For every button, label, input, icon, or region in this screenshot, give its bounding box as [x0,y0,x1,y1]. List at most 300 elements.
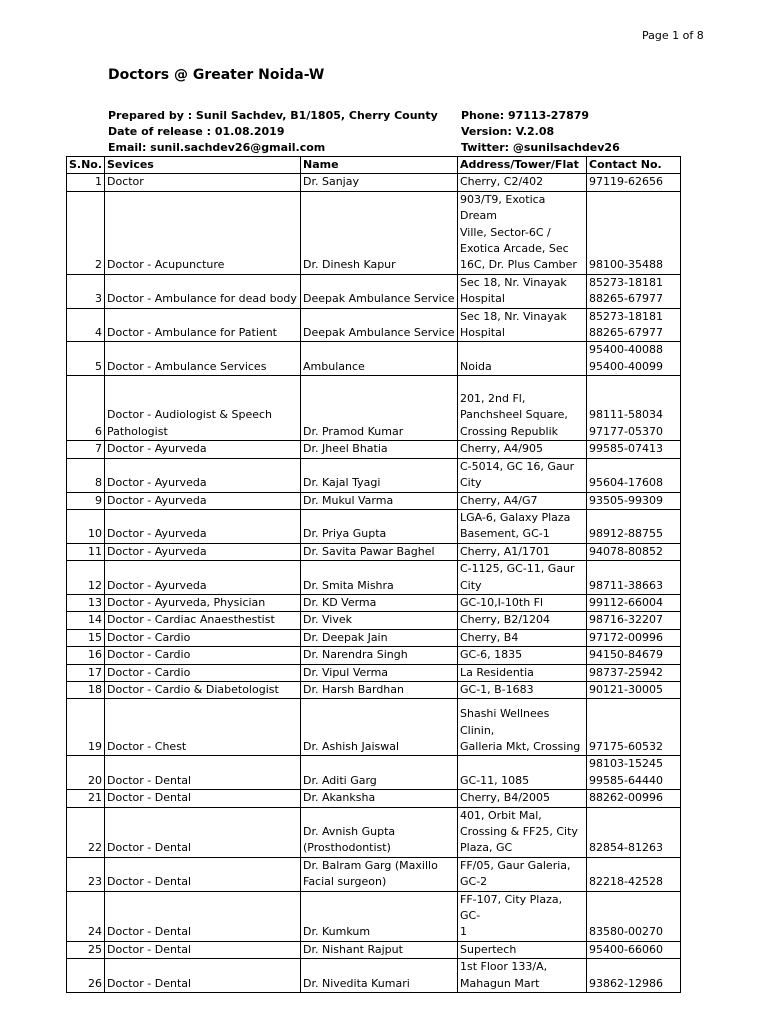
row-sno [67,594,105,611]
row-contact-text: 82854-81263 [589,841,663,855]
row-name [301,458,458,492]
row-contact-text: 95400-66060 [589,942,663,956]
row-service-text: Doctor - Dental [107,773,192,787]
row-sno-text: 26 [88,976,102,990]
row-contact [587,308,681,342]
row-service [105,543,301,560]
row-address [458,174,587,191]
row-service-text: Doctor - Cardio [107,665,191,679]
row-name-text: Dr. Vivek [303,613,352,627]
row-address-text: Noida [460,359,492,373]
row-name-text: Dr. Deepak Jain [303,630,388,644]
row-sno [67,647,105,664]
row-address [458,790,587,807]
row-service-text: Doctor - Ayurveda [107,442,207,456]
row-address [458,342,587,376]
row-service-text: Doctor - Acupuncture [107,258,225,272]
row-address-text: GC-10,I-10th Fl [460,595,544,609]
row-sno [67,891,105,941]
row-contact [587,191,681,274]
table-row [67,647,681,664]
row-contact-text: 98111-58034 97177-05370 [589,408,663,438]
row-service [105,857,301,891]
row-name [301,699,458,756]
table-row [67,274,681,308]
row-sno-text: 11 [88,544,102,558]
header-sno: S.No. [67,157,105,174]
row-name [301,959,458,993]
row-contact-text: 99585-07413 [589,442,663,456]
row-sno-text: 15 [88,630,102,644]
row-name-text: Dr. Sanjay [303,175,359,189]
table-row [67,790,681,807]
row-service-text: Doctor - Ayurveda [107,476,207,490]
row-service [105,594,301,611]
row-contact-text: 93862-12986 [589,976,663,990]
row-address-text: Shashi Wellnees Clinin, Galleria Mkt, Crossing [460,707,581,753]
row-address-text: Cherry, B4 [460,630,519,644]
row-service [105,441,301,458]
row-contact-text: 97172-00996 [589,630,663,644]
row-sno [67,959,105,993]
row-contact [587,274,681,308]
prepared-by: Prepared by : Sunil Sachdev, B1/1805, Cherry County [108,109,438,122]
row-service-text: Doctor - Ayurveda [107,527,207,541]
row-contact [587,891,681,941]
row-name-text: Deepak Ambulance Service [303,326,455,340]
table-row [67,492,681,509]
page-number: Page 1 of 8 [642,29,704,42]
row-service [105,509,301,543]
row-name-text: Deepak Ambulance Service [303,292,455,306]
row-service-text: Doctor - Ayurveda, Physician [107,595,266,609]
row-address [458,492,587,509]
row-service [105,959,301,993]
row-contact-text: 99112-66004 [589,595,663,609]
row-service-text: Doctor - Cardio [107,648,191,662]
row-address-text: C-1125, GC-11, Gaur City [460,562,575,592]
row-address [458,561,587,595]
row-service [105,458,301,492]
version: Version: V.2.08 [461,125,555,138]
row-sno [67,441,105,458]
row-service [105,342,301,376]
table-row [67,699,681,756]
row-address [458,941,587,958]
row-contact-text: 98103-15245 99585-64440 [589,757,663,787]
row-sno [67,191,105,274]
row-name [301,441,458,458]
row-address [458,191,587,274]
row-contact-text: 94150-84679 [589,648,663,662]
row-address-text: Cherry, B4/2005 [460,791,551,805]
row-sno [67,543,105,560]
table-row [67,941,681,958]
row-service-text: Doctor - Dental [107,875,192,889]
row-name-text: Dr. Kumkum [303,925,371,939]
row-contact [587,543,681,560]
row-contact [587,629,681,646]
row-contact-text: 88262-00996 [589,791,663,805]
table-row [67,664,681,681]
row-contact-text: 98711-38663 [589,578,663,592]
row-contact-text: 98912-88755 [589,527,663,541]
row-contact [587,458,681,492]
row-name [301,756,458,790]
row-name-text: Dr. Smita Mishra [303,578,394,592]
row-contact-text: 95604-17608 [589,476,663,490]
row-sno-text: 3 [95,292,102,306]
row-address-text: FF-107, City Plaza, GC- 1 [460,892,563,939]
row-contact [587,699,681,756]
row-address-text: FF/05, Gaur Galeria, GC-2 [460,858,571,889]
row-contact-text: 97175-60532 [589,739,663,753]
row-service [105,756,301,790]
row-sno-text: 2 [95,258,102,272]
row-contact-text: 98737-25942 [589,665,663,679]
row-sno-text: 10 [88,527,102,541]
row-name-text: Dr. Balram Garg (Maxillo Facial surgeon) [303,858,438,889]
row-contact-text: 90121-30005 [589,682,663,696]
row-service-text: Doctor - Dental [107,942,192,956]
row-sno-text: 13 [88,595,102,609]
table-row [67,561,681,595]
phone: Phone: 97113-27879 [461,109,590,122]
row-address-text: Cherry, C2/402 [460,175,544,189]
row-sno-text: 4 [95,326,102,340]
row-sno-text: 6 [95,424,102,438]
row-contact [587,561,681,595]
row-service [105,790,301,807]
row-sno-text: 8 [95,476,102,490]
row-service [105,561,301,595]
row-contact [587,756,681,790]
row-address [458,594,587,611]
row-address-text: 903/T9, Exotica Dream Ville, Sector-6C / Exotica Arcade, Sec 16C, Dr. Plus Camber [460,192,577,272]
row-sno-text: 16 [88,648,102,662]
header-services: Sevices [105,157,301,174]
row-service [105,308,301,342]
row-contact-text: 97119-62656 [589,175,663,189]
row-service [105,612,301,629]
row-name [301,594,458,611]
row-contact-text: 83580-00270 [589,925,663,939]
row-service [105,274,301,308]
row-name [301,492,458,509]
row-address [458,308,587,342]
row-address [458,612,587,629]
row-name [301,274,458,308]
row-sno-text: 24 [88,925,102,939]
row-address [458,959,587,993]
row-service-text: Doctor - Ambulance Services [107,359,267,373]
row-address-text: 1st Floor 133/A, Mahagun Mart [460,960,548,990]
row-address [458,857,587,891]
row-service-text: Doctor - Dental [107,976,192,990]
row-name [301,681,458,698]
row-name [301,308,458,342]
row-service [105,174,301,191]
row-name [301,647,458,664]
row-name [301,664,458,681]
row-sno [67,308,105,342]
row-name [301,376,458,441]
row-sno-text: 9 [95,493,102,507]
row-contact [587,681,681,698]
row-address [458,376,587,441]
row-address [458,664,587,681]
row-service-text: Doctor - Dental [107,925,192,939]
row-name [301,191,458,274]
row-name-text: Dr. Akanksha [303,791,376,805]
row-service [105,191,301,274]
row-service [105,941,301,958]
table-row [67,807,681,857]
row-name [301,174,458,191]
row-contact [587,857,681,891]
row-address-text: GC-6, 1835 [460,648,523,662]
row-address-text: La Residentia [460,665,534,679]
twitter: Twitter: @sunilsachdev26 [461,141,620,154]
row-sno [67,376,105,441]
row-sno [67,699,105,756]
row-service [105,647,301,664]
row-name [301,561,458,595]
row-contact-text: 93505-99309 [589,493,663,507]
row-address [458,441,587,458]
row-service-text: Doctor - Cardiac Anaesthestist [107,613,275,627]
row-service-text: Doctor - Dental [107,841,192,855]
row-name [301,543,458,560]
row-sno [67,274,105,308]
row-address-text: GC-1, B-1683 [460,682,534,696]
row-address-text: C-5014, GC 16, Gaur City [460,459,575,490]
row-sno-text: 25 [88,942,102,956]
header-name: Name [301,157,458,174]
row-service-text: Doctor - Ambulance for dead body [107,292,297,306]
row-service-text: Doctor - Ambulance for Patient [107,326,277,340]
row-service [105,891,301,941]
row-contact-text: 85273-18181 88265-67977 [589,309,663,340]
table-row [67,458,681,492]
row-sno-text: 21 [88,791,102,805]
row-address-text: Sec 18, Nr. Vinayak Hospital [460,275,567,306]
row-name [301,790,458,807]
row-address [458,629,587,646]
row-sno-text: 14 [88,613,102,627]
row-contact-text: 94078-80852 [589,544,663,558]
email: Email: sunil.sachdev26@gmail.com [108,141,326,154]
row-sno-text: 20 [88,773,102,787]
row-address-text: 401, Orbit Mal, Crossing & FF25, City Plaza, GC [460,808,578,855]
row-address [458,458,587,492]
row-contact [587,174,681,191]
row-sno-text: 5 [95,359,102,373]
doctors-table [66,156,681,993]
header-contact: Contact No. [587,157,681,174]
row-address-text: LGA-6, Galaxy Plaza Basement, GC-1 [460,510,571,541]
row-sno [67,756,105,790]
row-contact [587,959,681,993]
table-row [67,612,681,629]
row-sno [67,492,105,509]
row-sno [67,342,105,376]
row-name-text: Dr. Avnish Gupta (Prosthodontist) [303,825,396,855]
row-address-text: Sec 18, Nr. Vinayak Hospital [460,309,567,340]
row-name-text: Dr. KD Verma [303,595,377,609]
row-address-text: Cherry, B2/1204 [460,613,551,627]
row-service-text: Doctor - Chest [107,739,187,753]
row-contact [587,647,681,664]
row-address-text: Cherry, A4/G7 [460,493,538,507]
row-sno-text: 22 [88,841,102,855]
row-service-text: Doctor - Ayurveda [107,578,207,592]
row-contact [587,790,681,807]
row-service [105,492,301,509]
row-address-text: GC-11, 1085 [460,773,530,787]
row-sno-text: 18 [88,682,102,696]
row-service-text: Doctor - Cardio & Diabetologist [107,682,279,696]
row-sno [67,629,105,646]
row-address-text: Cherry, A1/1701 [460,544,550,558]
row-address-text: 201, 2nd Fl, Panchsheel Square, Crossing Republik [460,392,568,438]
row-sno [67,612,105,629]
row-sno-text: 12 [88,578,102,592]
table-row [67,959,681,993]
row-address [458,756,587,790]
row-sno-text: 7 [95,442,102,456]
row-contact-text: 82218-42528 [589,875,663,889]
row-contact [587,807,681,857]
table-row [67,376,681,441]
row-name-text: Dr. Priya Gupta [303,527,387,541]
table-row [67,891,681,941]
row-contact [587,612,681,629]
row-address [458,807,587,857]
table-row [67,174,681,191]
row-service-text: Doctor - Ayurveda [107,544,207,558]
row-name-text: Dr. Ashish Jaiswal [303,739,400,753]
row-sno-text: 1 [95,175,102,189]
table-row [67,857,681,891]
row-sno [67,941,105,958]
row-sno [67,681,105,698]
row-address [458,509,587,543]
table-row [67,756,681,790]
table-row [67,543,681,560]
row-sno-text: 17 [88,665,102,679]
row-name-text: Dr. Narendra Singh [303,648,408,662]
row-service-text: Doctor [107,175,144,189]
row-name-text: Dr. Mukul Varma [303,493,394,507]
table-row [67,594,681,611]
row-service [105,629,301,646]
row-name-text: Dr. Harsh Bardhan [303,682,404,696]
table-row [67,441,681,458]
table-row [67,308,681,342]
row-sno [67,857,105,891]
row-service [105,699,301,756]
row-address-text: Cherry, A4/905 [460,442,543,456]
row-name [301,342,458,376]
table-row [67,681,681,698]
row-contact-text: 85273-18181 88265-67977 [589,275,663,306]
row-sno [67,561,105,595]
row-address [458,274,587,308]
row-sno-text: 23 [88,875,102,889]
row-sno [67,458,105,492]
row-sno [67,174,105,191]
row-name [301,807,458,857]
row-contact [587,492,681,509]
row-name [301,612,458,629]
row-sno [67,790,105,807]
row-name-text: Dr. Pramod Kumar [303,424,404,438]
table-row [67,191,681,274]
row-contact-text: 98100-35488 [589,258,663,272]
row-service-text: Doctor - Ayurveda [107,493,207,507]
row-address [458,681,587,698]
row-sno [67,807,105,857]
row-name-text: Dr. Nivedita Kumari [303,976,410,990]
row-name-text: Dr. Nishant Rajput [303,942,403,956]
table-row [67,629,681,646]
row-contact [587,441,681,458]
row-service-text: Doctor - Cardio [107,630,191,644]
row-name [301,941,458,958]
row-contact [587,376,681,441]
row-sno [67,509,105,543]
row-contact [587,342,681,376]
row-name [301,857,458,891]
row-address-text: Supertech [460,942,517,956]
row-name-text: Dr. Jheel Bhatia [303,442,388,456]
row-name [301,509,458,543]
row-address [458,891,587,941]
row-name [301,891,458,941]
document-title: Doctors @ Greater Noida-W [108,67,325,83]
row-contact-text: 98716-32207 [589,613,663,627]
row-sno-text: 19 [88,739,102,753]
row-name-text: Dr. Vipul Verma [303,665,389,679]
row-service [105,807,301,857]
header-address: Address/Tower/Flat [458,157,587,174]
row-service-text: Doctor - Dental [107,791,192,805]
row-name-text: Dr. Dinesh Kapur [303,258,396,272]
row-name-text: Ambulance [303,359,365,373]
row-service-text: Doctor - Audiologist & Speech Pathologist [107,408,272,438]
table-header-row [67,157,681,174]
row-name-text: Dr. Savita Pawar Baghel [303,544,435,558]
row-service [105,376,301,441]
row-service [105,664,301,681]
row-contact [587,664,681,681]
row-contact [587,941,681,958]
row-sno [67,664,105,681]
release-date: Date of release : 01.08.2019 [108,125,285,138]
row-service [105,681,301,698]
row-contact [587,594,681,611]
row-address [458,647,587,664]
table-row [67,509,681,543]
row-name-text: Dr. Kajal Tyagi [303,476,381,490]
row-address [458,543,587,560]
row-contact-text: 95400-40088 95400-40099 [589,343,663,373]
row-address [458,699,587,756]
row-name-text: Dr. Aditi Garg [303,773,377,787]
row-name [301,629,458,646]
table-row [67,342,681,376]
